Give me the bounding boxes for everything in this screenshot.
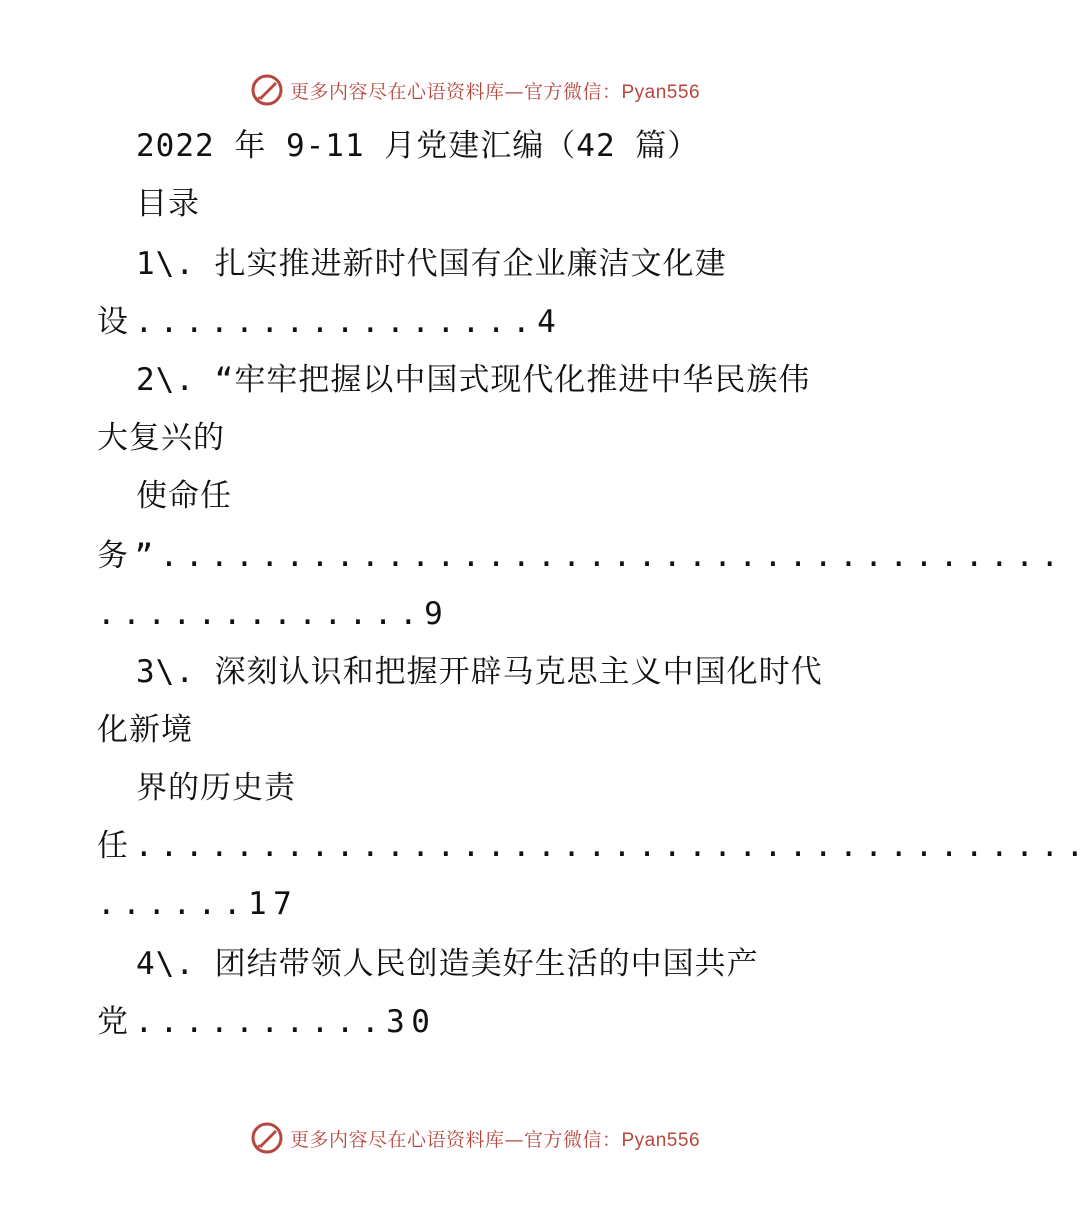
toc-entry-1-line-2: 设................4 bbox=[97, 304, 563, 340]
quill-seal-icon bbox=[250, 73, 284, 107]
toc-entry-2-line-3: 使命任 bbox=[136, 478, 232, 514]
wechat-id: Pyan556 bbox=[621, 1129, 701, 1151]
watermark-text: 更多内容尽在心语资料库—官方微信：Pyan556 bbox=[289, 1128, 701, 1151]
toc-entry-3-line-2: 化新境 bbox=[97, 712, 193, 748]
watermark-text: 更多内容尽在心语资料库—官方微信：Pyan556 bbox=[289, 80, 701, 103]
toc-entry-3-line-5: ......17 bbox=[97, 886, 299, 922]
toc-entry-2-line-2: 大复兴的 bbox=[97, 420, 225, 456]
toc-entry-3-line-3: 界的历史责 bbox=[136, 770, 296, 806]
toc-entry-2-line-5: .............9 bbox=[97, 596, 450, 632]
quill-seal-icon bbox=[250, 1121, 284, 1155]
toc-entry-1-line-1: 1\. 扎实推进新时代国有企业廉洁文化建 bbox=[136, 246, 727, 282]
toc-entry-2-line-1: 2\. “牢牢把握以中国式现代化推进中华民族伟 bbox=[136, 362, 811, 398]
toc-heading: 目录 bbox=[136, 186, 200, 222]
header-watermark-banner bbox=[0, 70, 950, 110]
toc-entry-2-line-4: 务”.................................... bbox=[97, 538, 1066, 574]
toc-entry-3-line-4: 任...................................... bbox=[97, 828, 1091, 864]
toc-entry-4-line-2: 党..........30 bbox=[97, 1004, 437, 1040]
toc-entry-3-line-1: 3\. 深刻认识和把握开辟马克思主义中国化时代 bbox=[136, 654, 823, 690]
footer-watermark-banner bbox=[0, 1118, 950, 1158]
document-title: 2022 年 9-11 月党建汇编（42 篇） bbox=[136, 128, 700, 164]
toc-entry-4-line-1: 4\. 团结带领人民创造美好生活的中国共产 bbox=[136, 946, 759, 982]
wechat-id: Pyan556 bbox=[621, 81, 701, 103]
